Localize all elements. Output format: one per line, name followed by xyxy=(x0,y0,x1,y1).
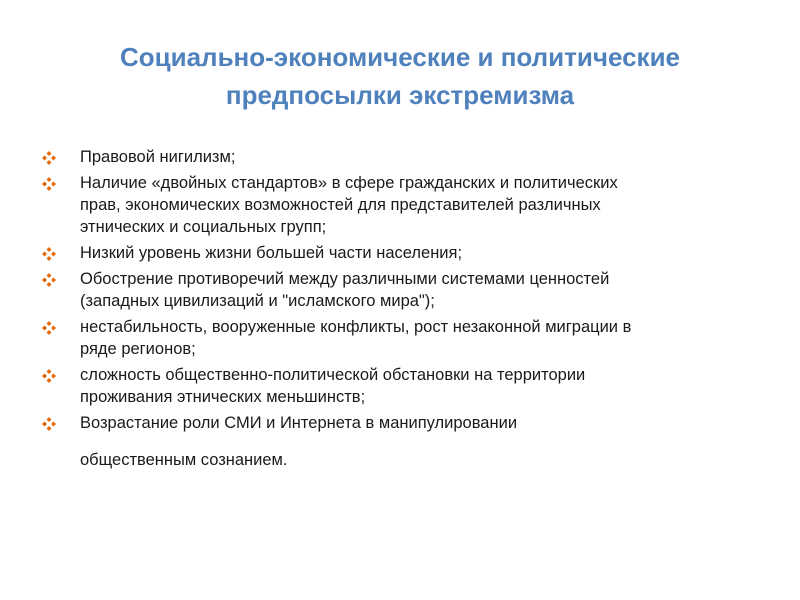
list-item-text: Правовой нигилизм; xyxy=(80,148,236,166)
title-line-2: предпосылки экстремизма xyxy=(225,80,575,110)
list-item xyxy=(42,412,762,471)
four-diamond-icon xyxy=(42,273,56,287)
list-item-text: Низкий уровень жизни большей части населения; xyxy=(80,244,463,262)
list-item-text: ряде регионов; xyxy=(80,340,196,358)
four-diamond-icon xyxy=(42,247,56,261)
list-item xyxy=(42,172,762,238)
list-item-text: проживания этнических меньшинств; xyxy=(80,388,366,406)
bullet-list xyxy=(42,146,762,475)
slide-title xyxy=(40,38,760,114)
four-diamond-icon xyxy=(42,369,56,383)
list-item-text: Наличие «двойных стандартов» в сфере гражданских и политических xyxy=(80,174,618,192)
four-diamond-icon xyxy=(42,177,56,191)
list-item-text: Возрастание роли СМИ и Интернета в манипулировании xyxy=(80,414,518,432)
list-item xyxy=(42,268,762,312)
list-item-text: Обострение противоречий между различными системами ценностей xyxy=(80,270,610,288)
list-item-text: общественным сознанием. xyxy=(80,451,288,469)
list-item-text: (западных цивилизаций и "исламского мира"); xyxy=(80,292,435,310)
list-item-text: нестабильность, вооруженные конфликты, рост незаконной миграции в xyxy=(80,318,632,336)
four-diamond-icon xyxy=(42,151,56,165)
list-item xyxy=(42,316,762,360)
title-line-1: Социально-экономические и политические xyxy=(119,42,681,72)
list-item-text: этнических и социальных групп; xyxy=(80,218,327,236)
list-item-text: прав, экономических возможностей для представителей различных xyxy=(80,196,601,214)
list-item xyxy=(42,242,762,264)
list-item xyxy=(42,146,762,168)
list-item-text: сложность общественно-политической обстановки на территории xyxy=(80,366,586,384)
four-diamond-icon xyxy=(42,417,56,431)
four-diamond-icon xyxy=(42,321,56,335)
list-item xyxy=(42,364,762,408)
